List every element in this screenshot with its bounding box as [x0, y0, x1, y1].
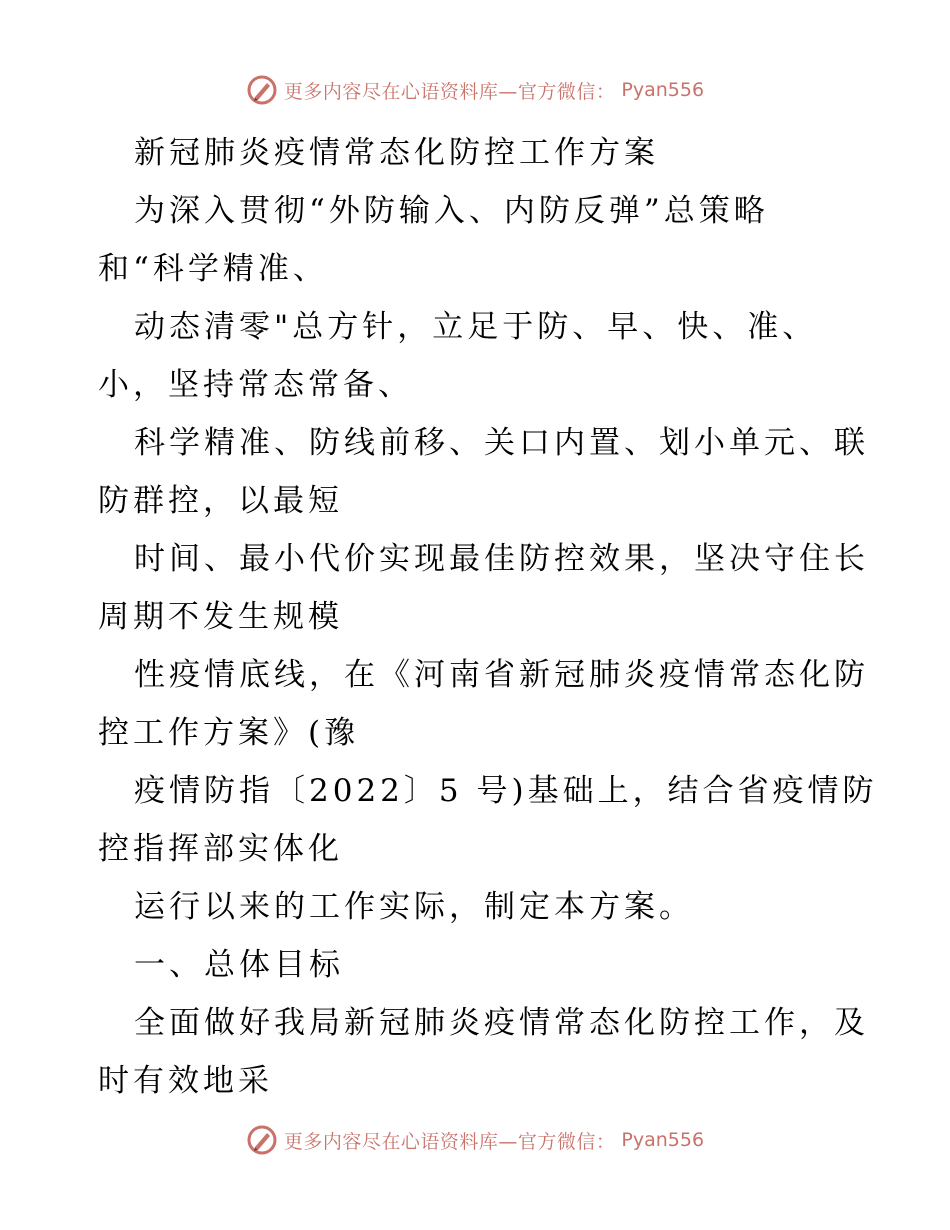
watermark-text: 更多内容尽在心语资料库—官方微信： — [283, 80, 616, 103]
text-line: 运行以来的工作实际，制定本方案。 — [134, 889, 694, 925]
text-line: 新冠肺炎疫情常态化防控工作方案 — [134, 135, 659, 171]
document-body — [98, 124, 878, 1110]
text-line: 控工作方案》(豫 — [98, 715, 360, 751]
text-line: 科学精准、防线前移、关口内置、划小单元、联 — [134, 425, 869, 461]
text-line: 时间、最小代价实现最佳防控效果，坚决守住长 — [134, 541, 869, 577]
text-line: 全面做好我局新冠肺炎疫情常态化防控工作，及 — [134, 1005, 869, 1041]
text-line: 疫情防指〔2022〕5 号)基础上，结合省疫情防 — [134, 773, 878, 809]
text-line: 一、总体目标 — [134, 947, 344, 983]
pen-logo-icon — [246, 74, 278, 106]
text-line: 为深入贯彻“外防输入、内防反弹”总策略 — [134, 193, 769, 229]
watermark-brand: Pyan556 — [621, 79, 705, 101]
pen-logo-icon — [246, 1124, 278, 1156]
text-line: 时有效地采 — [98, 1063, 273, 1099]
text-line: 防群控，以最短 — [98, 483, 343, 519]
text-line: 动态清零"总方针，立足于防、早、快、准、 — [134, 309, 818, 345]
footer-watermark — [0, 1120, 950, 1160]
watermark-brand: Pyan556 — [621, 1129, 705, 1151]
text-line: 性疫情底线，在《河南省新冠肺炎疫情常态化防 — [134, 657, 869, 693]
text-line: 小，坚持常态常备、 — [98, 367, 413, 403]
header-watermark — [0, 70, 950, 110]
text-line: 控指挥部实体化 — [98, 831, 343, 867]
text-line: 和“科学精准、 — [98, 251, 328, 287]
text-line: 周期不发生规模 — [98, 599, 343, 635]
watermark-text: 更多内容尽在心语资料库—官方微信： — [283, 1130, 616, 1153]
